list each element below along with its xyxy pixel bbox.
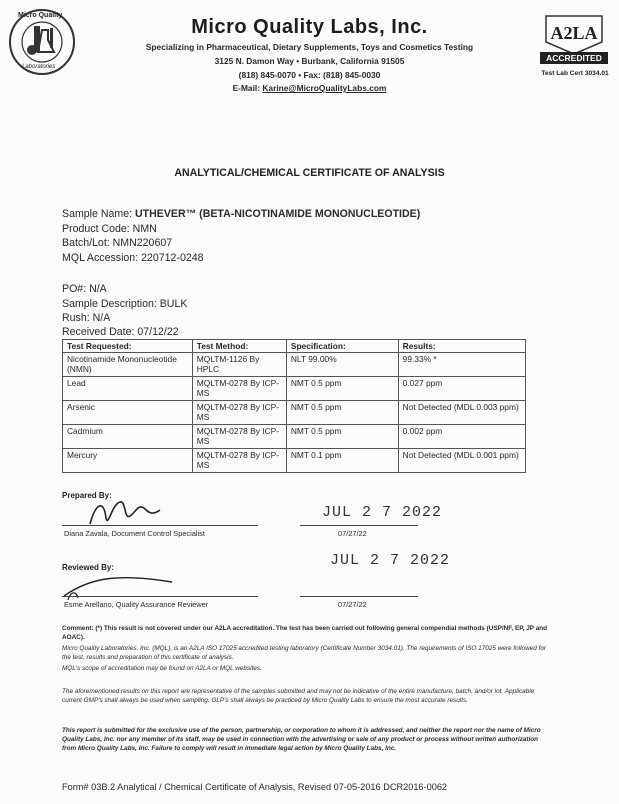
a2la-logo bbox=[536, 12, 612, 74]
sample-name-value: UTHEVER™ (BETA-NICOTINAMIDE MONONUCLEOTIDE) bbox=[135, 208, 421, 220]
header-specification: Specification: bbox=[286, 340, 398, 353]
result-cell: Not Detected (MDL 0.001 ppm) bbox=[398, 449, 525, 473]
comment-note: Comment: (*) This result is not covered under our A2LA accreditation. The test has been carried out following general compendial methods (USP/NF, EP, JP and AOAC). bbox=[62, 625, 548, 641]
email-label: E-Mail: bbox=[232, 83, 263, 93]
scope-statement: MQL's scope of accreditation may be found on A2LA or MQL websites. bbox=[62, 665, 262, 672]
document-title: ANALYTICAL/CHEMICAL CERTIFICATE OF ANALYSIS bbox=[174, 167, 445, 179]
results-disclaimer: The aforementioned results on this report are representative of the samples submitted and may not be indicative of the entire manufacture, batch, and/or lot. Applicable current GMP's shall always be used when sampling. GLP's shall always be practiced by Micro Quality Labs to ensure the most accurate results. bbox=[62, 688, 535, 704]
company-name: Micro Quality Labs, Inc. bbox=[191, 16, 428, 38]
a2la-badge: ACCREDITED bbox=[546, 53, 602, 63]
lab-cert-number: Test Lab Cert 3034.01 bbox=[541, 70, 609, 77]
logo-text-bottom: Laboratories bbox=[22, 64, 56, 70]
table-row bbox=[63, 377, 526, 401]
tagline: Specializing in Pharmaceutical, Dietary Supplements, Toys and Cosmetics Testing bbox=[145, 42, 474, 52]
reviewed-by-label: Reviewed By: bbox=[62, 563, 115, 572]
prepared-signature-line bbox=[62, 525, 258, 526]
test-cell: Mercury bbox=[63, 449, 193, 473]
method-cell: MQLTM-0278 By ICP-MS bbox=[192, 425, 286, 449]
header-test-requested: Test Requested: bbox=[63, 340, 193, 353]
reviewed-name: Esme Arellano, Quality Assurance Reviewer bbox=[64, 600, 209, 609]
prepared-date-line bbox=[300, 525, 418, 526]
batch-lot: Batch/Lot: NMN220607 bbox=[62, 237, 173, 249]
spec-cell: NMT 0.5 ppm bbox=[286, 377, 398, 401]
method-cell: MQLTM-0278 By ICP-MS bbox=[192, 449, 286, 473]
test-cell: Cadmium bbox=[63, 425, 193, 449]
email-line bbox=[0, 83, 619, 93]
logo-text-top: Micro Quality bbox=[18, 12, 63, 19]
mql-accession: MQL Accession: 220712-0248 bbox=[62, 252, 204, 264]
form-footer: Form# 03B.2 Analytical / Chemical Certificate of Analysis, Revised 07-05-2016 DCR2016-0062 bbox=[62, 782, 448, 792]
sample-description: Sample Description: BULK bbox=[62, 298, 188, 310]
test-cell: Nicotinamide Mononucleotide (NMN) bbox=[63, 353, 193, 377]
received-date: Received Date: 07/12/22 bbox=[62, 326, 179, 338]
rush: Rush: N/A bbox=[62, 312, 111, 324]
po-number: PO#: N/A bbox=[62, 283, 107, 295]
test-cell: Arsenic bbox=[63, 401, 193, 425]
prepared-by-label: Prepared By: bbox=[62, 491, 112, 500]
svg-text:A2LA: A2LA bbox=[550, 23, 598, 43]
header-results: Results: bbox=[398, 340, 525, 353]
prepared-name: Diana Zavala, Document Control Specialist bbox=[64, 529, 205, 538]
reviewed-date-line bbox=[300, 596, 418, 597]
reviewed-signature bbox=[62, 572, 182, 602]
test-cell: Lead bbox=[63, 377, 193, 401]
spec-cell: NLT 99.00% bbox=[286, 353, 398, 377]
result-cell: 0.027 ppm bbox=[398, 377, 525, 401]
spec-cell: NMT 0.5 ppm bbox=[286, 425, 398, 449]
email-link[interactable]: Karine@MicroQualityLabs.com bbox=[262, 83, 387, 93]
phone-fax: (818) 845-0070 • Fax: (818) 845-0030 bbox=[238, 70, 381, 80]
table-header-row bbox=[63, 340, 526, 353]
method-cell: MQLTM-1126 By HPLC bbox=[192, 353, 286, 377]
reviewed-date: 07/27/22 bbox=[338, 600, 367, 609]
prepared-signature bbox=[86, 494, 166, 528]
spec-cell: NMT 0.5 ppm bbox=[286, 401, 398, 425]
table-row bbox=[63, 449, 526, 473]
spec-cell: NMT 0.1 ppm bbox=[286, 449, 398, 473]
table-row bbox=[63, 353, 526, 377]
result-cell: 0.002 ppm bbox=[398, 425, 525, 449]
result-cell: Not Detected (MDL 0.003 ppm) bbox=[398, 401, 525, 425]
method-cell: MQLTM-0278 By ICP-MS bbox=[192, 401, 286, 425]
table-row bbox=[63, 401, 526, 425]
results-table bbox=[62, 339, 526, 473]
accreditation-statement: Micro Quality Laboratories, Inc. (MQL), is an A2LA ISO 17025 accredited testing laboratory (Certificate Number 3034.01). The requirements of ISO 17025 were followed for the test, results and preparation of this certificate of analysis. bbox=[62, 645, 547, 661]
reviewed-date-stamp: JUL 2 7 2022 bbox=[330, 552, 451, 569]
method-cell: MQLTM-0278 By ICP-MS bbox=[192, 377, 286, 401]
header-test-method: Test Method: bbox=[192, 340, 286, 353]
sample-name-label: Sample Name: bbox=[62, 208, 136, 220]
table-row bbox=[63, 425, 526, 449]
reviewed-signature-line bbox=[62, 596, 258, 597]
prepared-date: 07/27/22 bbox=[338, 529, 367, 538]
result-cell: 99.33% * bbox=[398, 353, 525, 377]
address: 3125 N. Damon Way • Burbank, California 91505 bbox=[214, 56, 405, 66]
prepared-date-stamp: JUL 2 7 2022 bbox=[322, 504, 443, 521]
sample-name bbox=[62, 208, 420, 220]
product-code: Product Code: NMN bbox=[62, 223, 157, 235]
exclusive-use-statement: This report is submitted for the exclusive use of the person, partnership, or corporation to whom it is addressed, and neither the report nor the name of Micro Quality Labs, Inc. nor any member of its staff, may be used in connection with the advertising or sale of any product or process without written authorization from Micro Quality Labs, Inc. Failure to comply will result in immediate legal action by Micro Quality Labs, Inc. bbox=[62, 727, 541, 752]
